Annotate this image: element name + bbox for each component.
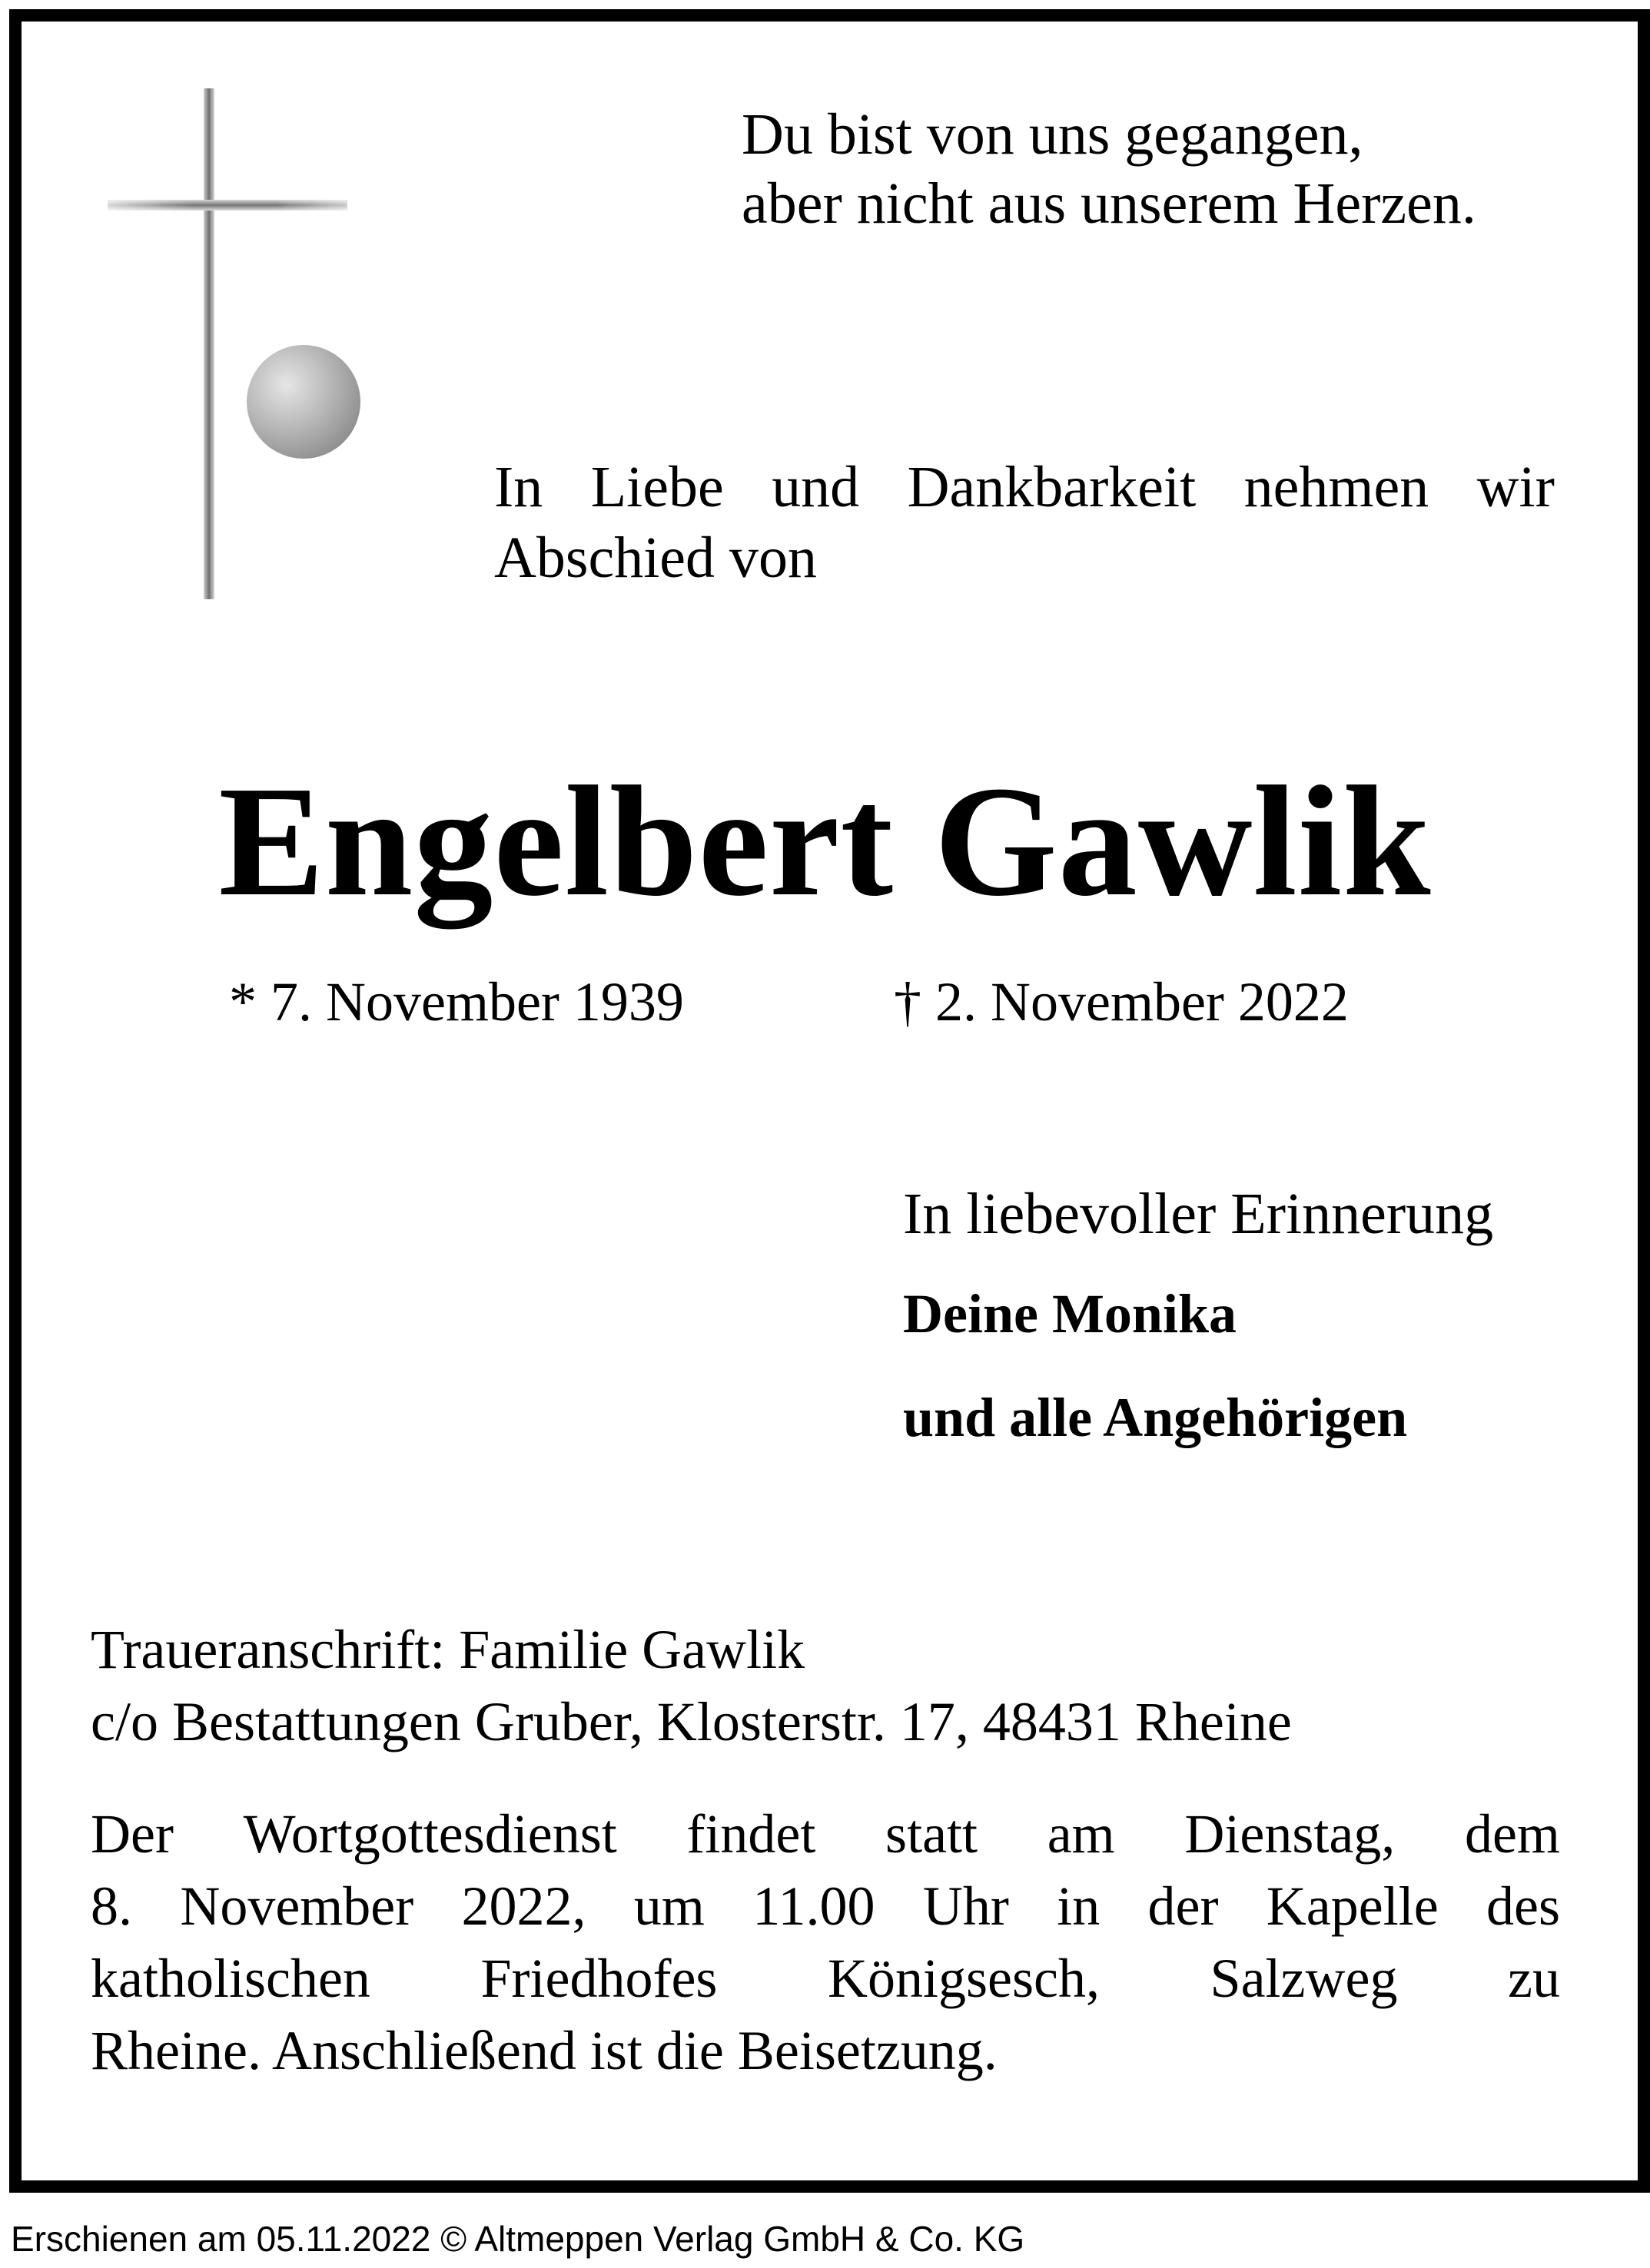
service-word: zu	[1508, 1948, 1560, 2009]
intro-text	[494, 452, 1555, 593]
service-line-1	[91, 1798, 1560, 1870]
service-word: dem	[1464, 1803, 1560, 1865]
service-word: findet	[686, 1803, 816, 1865]
service-line-3	[91, 1942, 1560, 2014]
death-date: † 2. November 2022	[894, 971, 1349, 1033]
service-word: Der	[91, 1803, 174, 1865]
intro-line-1	[494, 452, 1555, 522]
service-word: Uhr	[922, 1875, 1009, 1937]
service-word: katholischen	[91, 1948, 370, 2009]
publication-footer: Erschienen am 05.11.2022 © Altmeppen Verlag GmbH & Co. KG	[11, 2219, 1025, 2259]
service-word: Dienstag,	[1184, 1803, 1396, 1865]
mourning-address	[91, 1613, 1292, 1758]
birth-date: * 7. November 1939	[229, 971, 684, 1033]
service-word: Friedhofes	[480, 1948, 718, 2009]
service-word: Salzweg	[1210, 1948, 1398, 2009]
service-word: in	[1057, 1875, 1101, 1937]
intro-word: Dankbarkeit	[907, 455, 1197, 519]
service-word: Wortgottesdienst	[243, 1803, 617, 1865]
service-word: des	[1486, 1875, 1560, 1937]
service-line-2	[91, 1870, 1560, 1942]
cross-icon	[108, 88, 361, 599]
service-word: am	[1047, 1803, 1115, 1865]
intro-word: In	[494, 455, 543, 519]
service-word: der	[1147, 1875, 1219, 1937]
memory-line: In liebevoller Erinnerung	[903, 1182, 1494, 1246]
address-line-2: c/o Bestattungen Gruber, Klosterstr. 17, 48431 Rheine	[91, 1691, 1292, 1752]
signature-relatives: und alle Angehörigen	[903, 1387, 1408, 1448]
service-word: 2022,	[461, 1875, 586, 1937]
service-word: Kapelle	[1266, 1875, 1439, 1937]
service-word: statt	[885, 1803, 978, 1865]
service-word: 8.	[91, 1875, 132, 1937]
service-word: November	[180, 1875, 414, 1937]
service-line-4: Rheine. Anschließend ist die Beisetzung.	[91, 2020, 998, 2081]
intro-word: nehmen	[1243, 455, 1429, 519]
motto-line-1: Du bist von uns gegangen,	[742, 102, 1363, 167]
motto	[742, 100, 1476, 238]
service-info	[91, 1798, 1560, 2087]
intro-word: und	[772, 455, 860, 519]
service-word: Königsesch,	[828, 1948, 1100, 2009]
motto-line-2: aber nicht aus unserem Herzen.	[742, 171, 1476, 236]
address-line-1: Traueranschrift: Familie Gawlik	[91, 1619, 805, 1680]
signature-monika: Deine Monika	[903, 1283, 1237, 1345]
sphere-icon	[247, 345, 360, 459]
intro-line-2: Abschied von	[494, 526, 818, 590]
deceased-name: Engelbert Gawlik	[218, 753, 1432, 929]
intro-word: Liebe	[590, 455, 724, 519]
service-word: um	[633, 1875, 705, 1937]
intro-word: wir	[1476, 455, 1555, 519]
service-word: 11.00	[752, 1875, 875, 1937]
